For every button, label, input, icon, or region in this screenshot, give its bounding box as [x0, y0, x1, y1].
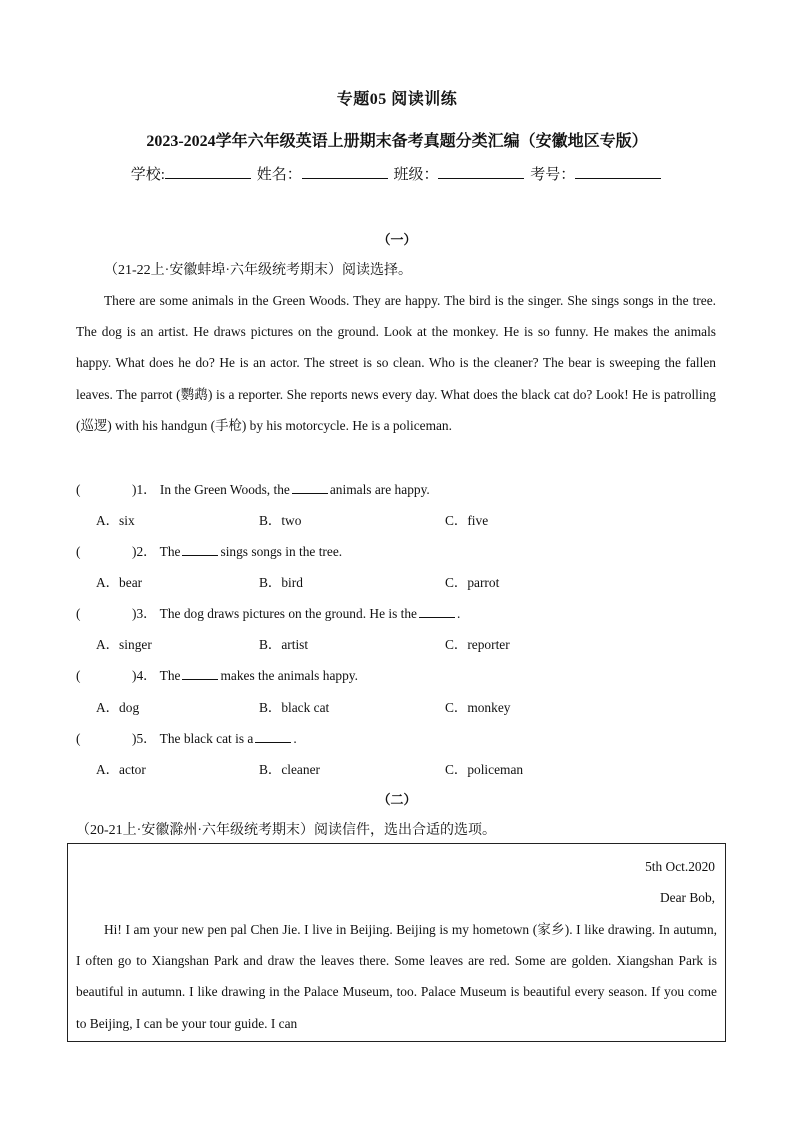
- option-c[interactable]: C．five: [445, 513, 489, 528]
- fill-blank: [419, 605, 455, 618]
- option-a[interactable]: A．actor: [96, 762, 146, 777]
- section-1-source: （21-22上·安徽蚌埠·六年级统考期末）阅读选择。: [104, 263, 412, 278]
- question-text-after: animals are happy.: [329, 482, 430, 497]
- option-b[interactable]: B．bird: [259, 575, 303, 590]
- option-c[interactable]: C．policeman: [445, 762, 524, 777]
- question-5: [76, 728, 297, 747]
- fill-blank: [182, 667, 218, 680]
- question-2: [76, 541, 342, 560]
- section-2-source: （20-21上·安徽滁州·六年级统考期末）阅读信件，选出合适的选项。: [76, 823, 496, 838]
- question-number: )2．: [132, 544, 157, 559]
- fill-blank: [182, 543, 218, 556]
- option-b[interactable]: B．cleaner: [259, 762, 320, 777]
- student-info-line: [0, 163, 794, 184]
- answer-paren[interactable]: (: [76, 544, 81, 559]
- question-text-after: .: [457, 606, 461, 621]
- name-blank[interactable]: [302, 164, 388, 179]
- fill-blank: [292, 481, 328, 494]
- exam-number-label: 考号：: [530, 167, 576, 183]
- question-text-after: sings songs in the tree.: [220, 544, 343, 559]
- question-text-before: The black cat is a: [159, 731, 254, 746]
- answer-paren[interactable]: (: [76, 606, 81, 621]
- name-label: 姓名：: [256, 167, 302, 183]
- page-title: 专题05 阅读训练: [336, 91, 458, 108]
- option-c[interactable]: C．parrot: [445, 575, 500, 590]
- exam-number-blank[interactable]: [575, 164, 661, 179]
- option-a[interactable]: A．dog: [96, 700, 140, 715]
- answer-paren[interactable]: (: [76, 668, 81, 683]
- page-subtitle: 2023-2024学年六年级英语上册期末备考真题分类汇编（安徽地区专版）: [146, 133, 648, 150]
- option-a[interactable]: A．six: [96, 513, 135, 528]
- passage-text: There are some animals in the Green Woods. They are happy. The bird is the singer. She sings songs in the tree. The dog is an artist. He draws pictures on the ground. Look at the monkey. He is so funny. He makes the animals happy. What does he do? He is an actor. The street is so clean. Who is the cleaner? The bear is sweeping the fallen leaves. The parrot (鹦鹉) is a reporter. She reports news every day. What does the black cat do? Look! He is patrolling (巡逻) with his handgun (手枪) by his motorcycle. He is a policeman.: [76, 293, 716, 433]
- question-1: [76, 479, 430, 498]
- question-number: )5．: [132, 731, 157, 746]
- question-text-before: In the Green Woods, the: [159, 482, 290, 497]
- option-a[interactable]: A．bear: [96, 575, 143, 590]
- question-text-before: The: [159, 544, 181, 559]
- school-label: 学校:: [130, 167, 165, 183]
- question-text-after: .: [293, 731, 297, 746]
- section-1-heading: （一）: [377, 232, 417, 247]
- answer-paren[interactable]: (: [76, 482, 81, 497]
- answer-paren[interactable]: (: [76, 731, 81, 746]
- option-b[interactable]: B．two: [259, 513, 302, 528]
- option-b[interactable]: B．artist: [259, 637, 309, 652]
- option-a[interactable]: A．singer: [96, 637, 152, 652]
- question-number: )4．: [132, 668, 157, 683]
- letter-body: [76, 914, 717, 1039]
- class-label: 班级：: [393, 167, 439, 183]
- letter-greeting: Dear Bob,: [659, 890, 715, 905]
- question-4: [76, 665, 358, 684]
- question-3: [76, 603, 460, 622]
- question-number: )3．: [132, 606, 157, 621]
- letter-text: Hi! I am your new pen pal Chen Jie. I live in Beijing. Beijing is my hometown (家乡). I like drawing. In autumn, I often go to Xiangshan Park and draw the leaves there. Some leaves are red. Some are golden. Xiangshan Park is beautiful in autumn. I like drawing in the Palace Museum, too. Palace Museum is beautiful every season. If you come to Beijing, I can be your tour guide. I can: [76, 922, 717, 1031]
- question-number: )1．: [132, 482, 157, 497]
- question-text-before: The dog draws pictures on the ground. He is the: [159, 606, 417, 621]
- option-b[interactable]: B．black cat: [259, 700, 330, 715]
- question-text-after: makes the animals happy.: [220, 668, 358, 683]
- letter-box: [67, 843, 726, 1042]
- question-text-before: The: [159, 668, 181, 683]
- option-c[interactable]: C．monkey: [445, 700, 511, 715]
- section-1-passage: [76, 285, 716, 441]
- class-blank[interactable]: [438, 164, 524, 179]
- section-2-heading: （二）: [377, 792, 417, 807]
- option-c[interactable]: C．reporter: [445, 637, 510, 652]
- letter-date: 5th Oct.2020: [645, 859, 715, 874]
- school-blank[interactable]: [165, 164, 251, 179]
- fill-blank: [255, 730, 291, 743]
